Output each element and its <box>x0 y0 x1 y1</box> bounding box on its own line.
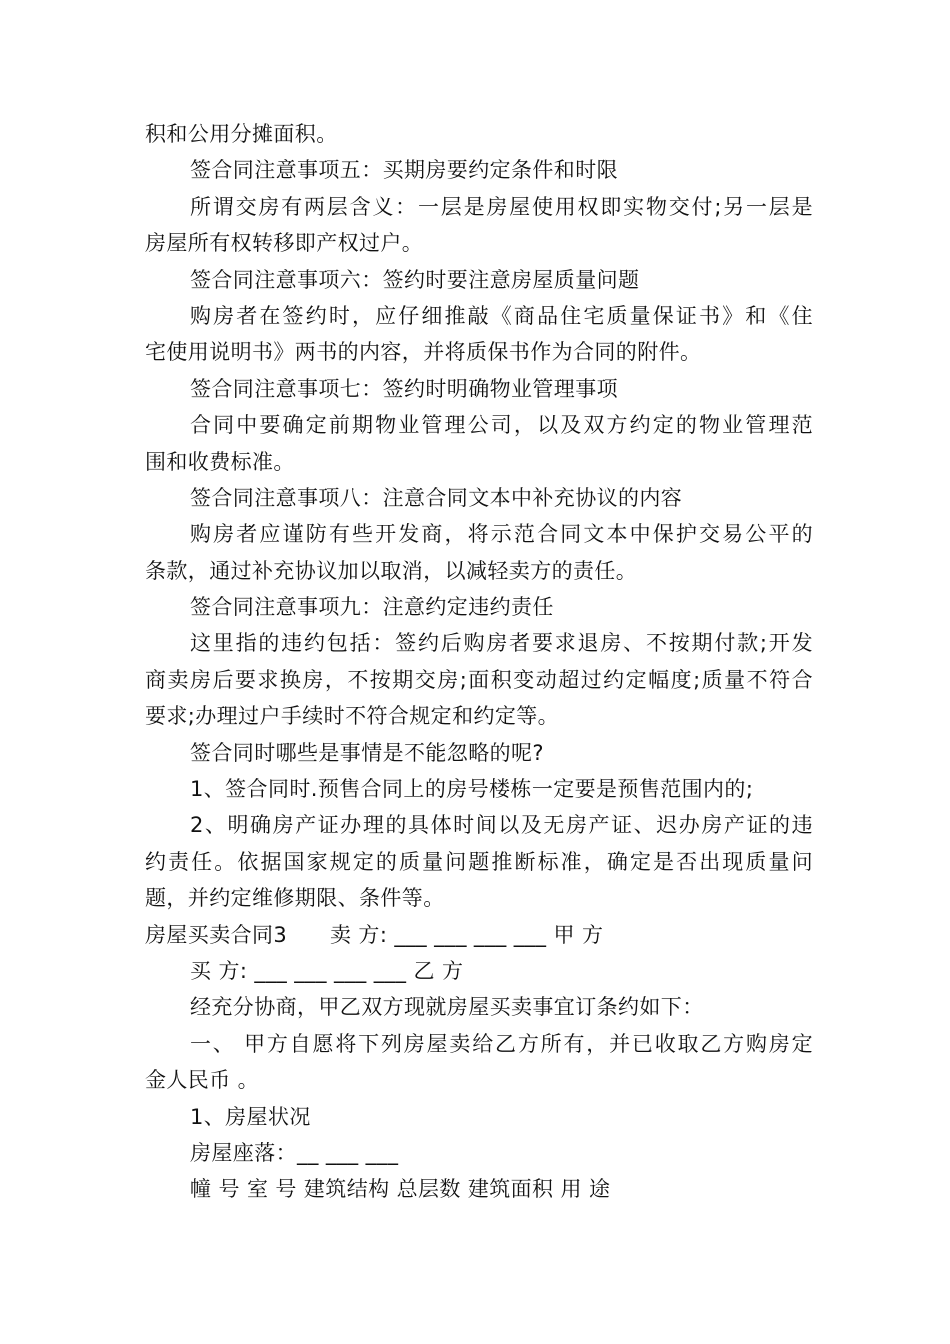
paragraph-line: 积和公用分摊面积。 <box>145 122 338 146</box>
clause-line: 一、 甲方自愿将下列房屋卖给乙方所有，并已收取乙方购房定 <box>190 1031 813 1056</box>
section-heading: 签合同注意事项五：买期房要约定条件和时限 <box>190 158 618 183</box>
document-body <box>145 116 813 1208</box>
paragraph-line: 购房者在签约时，应仔细推敲《商品住宅质量保证书》和《住 <box>190 303 813 328</box>
section-heading: 签合同注意事项七：签约时明确物业管理事项 <box>190 376 618 401</box>
paragraph-line: 购房者应谨防有些开发商，将示范合同文本中保护交易公平的 <box>190 522 813 547</box>
list-item: 1、房屋状况 <box>190 1104 311 1129</box>
list-item: 1、签合同时.预售合同上的房号楼栋一定要是预售范围内的; <box>190 777 754 802</box>
paragraph-line: 房屋所有权转移即产权过户。 <box>145 231 424 256</box>
paragraph-line: 约责任。依据国家规定的质量问题推断标准，确定是否出现质量问 <box>145 849 813 874</box>
list-item: 2、明确房产证办理的具体时间以及无房产证、迟办房产证的违 <box>190 813 813 838</box>
buyer-line: 买 方: ___ ___ ___ ___ 乙 方 <box>190 958 464 983</box>
paragraph-line: 这里指的违约包括：签约后购房者要求退房、不按期付款;开发 <box>190 631 813 656</box>
paragraph-line: 题，并约定维修期限、条件等。 <box>145 886 445 911</box>
paragraph-line: 所谓交房有两层含义：一层是房屋使用权即实物交付;另一层是 <box>190 194 813 219</box>
section-heading: 签合同时哪些是事情是不能忽略的呢? <box>190 740 544 765</box>
table-header-line: 幢 号 室 号 建筑结构 总层数 建筑面积 用 途 <box>190 1177 611 1202</box>
field-line: 房屋座落：__ ___ ___ <box>190 1140 399 1165</box>
paragraph-line: 围和收费标准。 <box>145 449 295 474</box>
paragraph-line: 商卖房后要求换房，不按期交房;面积变动超过约定幅度;质量不符合 <box>145 667 813 692</box>
section-heading: 签合同注意事项六：签约时要注意房屋质量问题 <box>190 267 640 292</box>
contract-title-line: 房屋买卖合同3 卖 方: ___ ___ ___ ___ 甲 方 <box>145 922 604 947</box>
paragraph-line: 要求;办理过户手续时不符合规定和约定等。 <box>145 704 560 729</box>
paragraph-line: 条款，通过补充协议加以取消，以减轻卖方的责任。 <box>145 558 638 583</box>
paragraph-line: 宅使用说明书》两书的内容，并将质保书作为合同的附件。 <box>145 340 702 365</box>
section-heading: 签合同注意事项九：注意约定违约责任 <box>190 595 554 620</box>
paragraph-line: 金人民币 。 <box>145 1068 260 1093</box>
paragraph-line: 合同中要确定前期物业管理公司，以及双方约定的物业管理范 <box>190 413 813 438</box>
paragraph-line: 经充分协商，甲乙双方现就房屋买卖事宜订条约如下： <box>190 995 704 1020</box>
section-heading: 签合同注意事项八：注意合同文本中补充协议的内容 <box>190 485 683 510</box>
